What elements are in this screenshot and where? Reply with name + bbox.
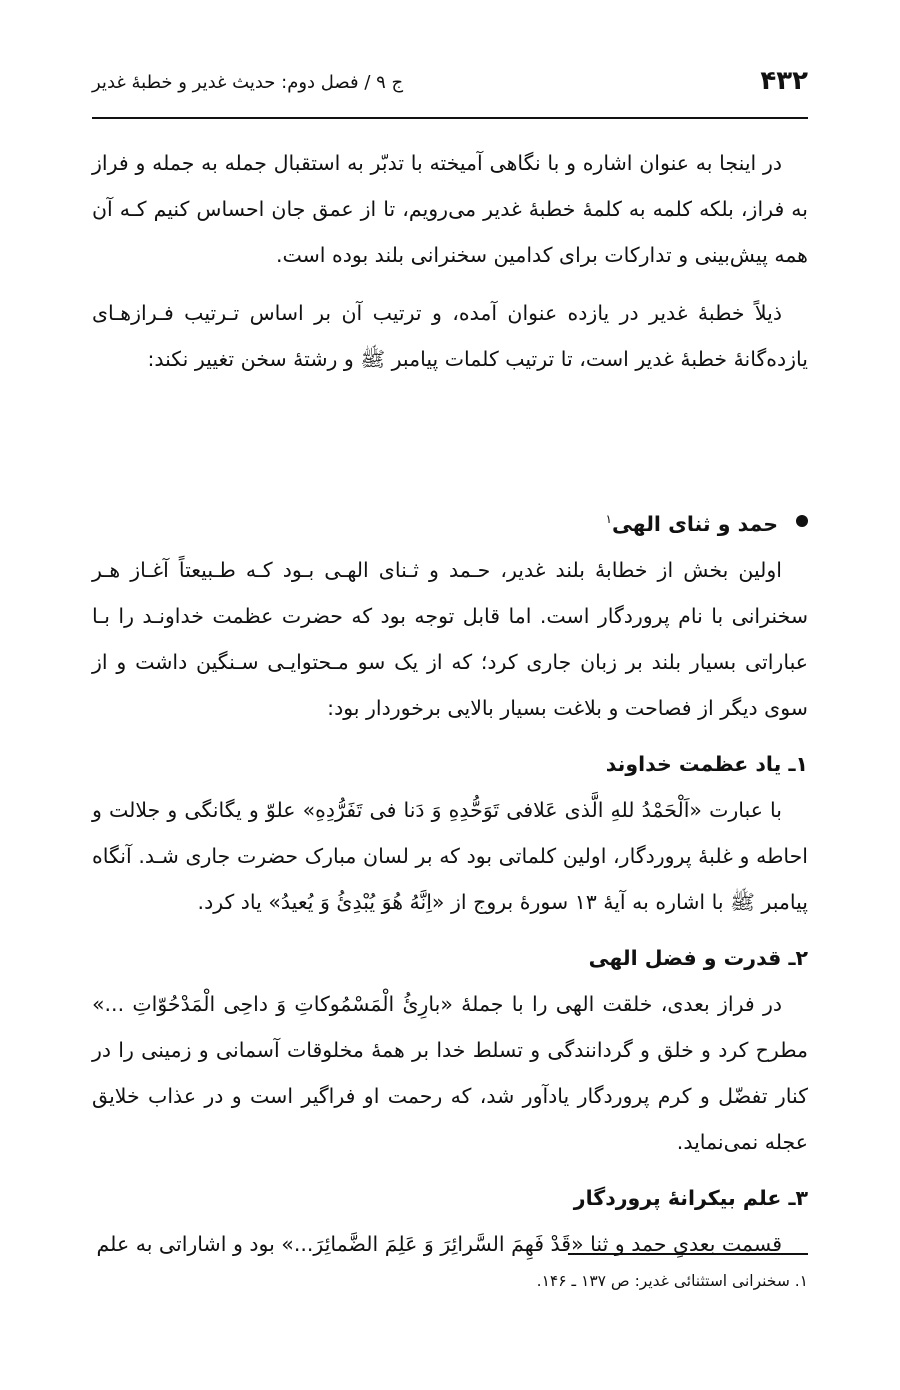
subsection-paragraph-2: در فراز بعدی، خلقت الهی را با جملهٔ «بارِئُ الْمَسْمُوکاتِ وَ داحِی الْمَدْحُوّاتِ ...» مطرح کرد و خلق و گردانندگی و تسلط خدا بر همهٔ مخلوقات آسمانی و زمینی را در کنار تفضّل و کرم پروردگار یادآور شد، که رحمت او فراگیر است و در عذاب خلایق عجله نمی‌نماید.: [92, 991, 808, 1154]
footnote: ۱. سخنرانی استثنائی غدیر: ص ۱۳۷ ـ ۱۴۶.: [536, 1272, 808, 1290]
subsection-heading-3: [92, 1175, 808, 1221]
header-rule: [92, 117, 808, 119]
page-number: ۴۳۲: [760, 66, 808, 96]
footnote-reference: ۱: [605, 512, 612, 526]
subsection-heading-1: [92, 741, 808, 787]
paragraph-intro: در اینجا به عنوان اشاره و با نگاهی آمیخته با تدبّر به استقبال جمله به جمله و فراز به فراز، بلکه کلمه به کلمهٔ خطبهٔ غدیر می‌رویم، تا از عمق جان احساس کنیم کـه آن همه پیش‌بینی و تدارکات برای کدامین سخنرانی بلند بوده است.: [92, 151, 808, 267]
subsection-title: ۲ـ قدرت و فضل الهی: [588, 945, 808, 970]
subsection-paragraph-3: قسمت بعدیِ حمد و ثنا «قَدْ فَهِمَ السَّرائِرَ وَ عَلِمَ الضَّمائِرَ...» بود و اشاراتی به علم: [96, 1231, 782, 1256]
subsection-paragraph-1: با عبارت «اَلْحَمْدُ للهِ الَّذی عَلافی تَوَحُّدِهِ وَ دَنا فی تَفَرُّدِهِ» علوّ و یگانگی و جلالت و احاطه و غلبهٔ پروردگار، اولین کلماتی بود که بر لسان مبارک حضرت جاری شـد. آنگاه پیامبر ﷺ با اشاره به آیهٔ ۱۳ سورهٔ بروج از «اِنَّهُ هُوَ یُبْدِئُ وَ یُعیدُ» یاد کرد.: [92, 797, 808, 914]
subsection-title: ۱ـ یاد عظمت خداوند: [605, 751, 808, 776]
section-heading: [92, 496, 808, 547]
section-intro-paragraph: اولین بخش از خطابهٔ بلند غدیر، حـمد و ثـنای الهـی بـود کـه طـبیعتاً آغـاز هـر سخنرانی با نام پروردگار است. اما قابل توجه بود که حضرت عظمت خداونـد را بـا عباراتی بسیار بلند بر زبان جاری کرد؛ که از یک سو مـحتوایـی سـنگین داشت و از سوی دیگر از فصاحت و بلاغت بسیار بالایی برخوردار بود:: [92, 557, 808, 720]
section-title: حمد و ثنای الهی$^۱$: [605, 511, 778, 536]
running-head: ج ۹ / فصل دوم: حدیث غدیر و خطبهٔ غدیر: [92, 72, 404, 93]
subsection-title: ۳ـ علم بیکرانهٔ پروردگار: [573, 1185, 808, 1210]
paragraph-outline: ذیلاً خطبهٔ غدیر در یازده عنوان آمده، و ترتیب آن بر اساس تـرتیب فـرازهـای یازده‌گانهٔ خطبهٔ غدیر است، تا ترتیب کلمات پیامبر ﷺ و رشتهٔ سخن تغییر نکند:: [92, 301, 808, 371]
footnote-rule: [568, 1253, 808, 1255]
bullet-icon: [796, 515, 808, 527]
subsection-heading-2: [92, 935, 808, 981]
page-header: [92, 64, 808, 110]
body-text: [92, 140, 808, 1267]
